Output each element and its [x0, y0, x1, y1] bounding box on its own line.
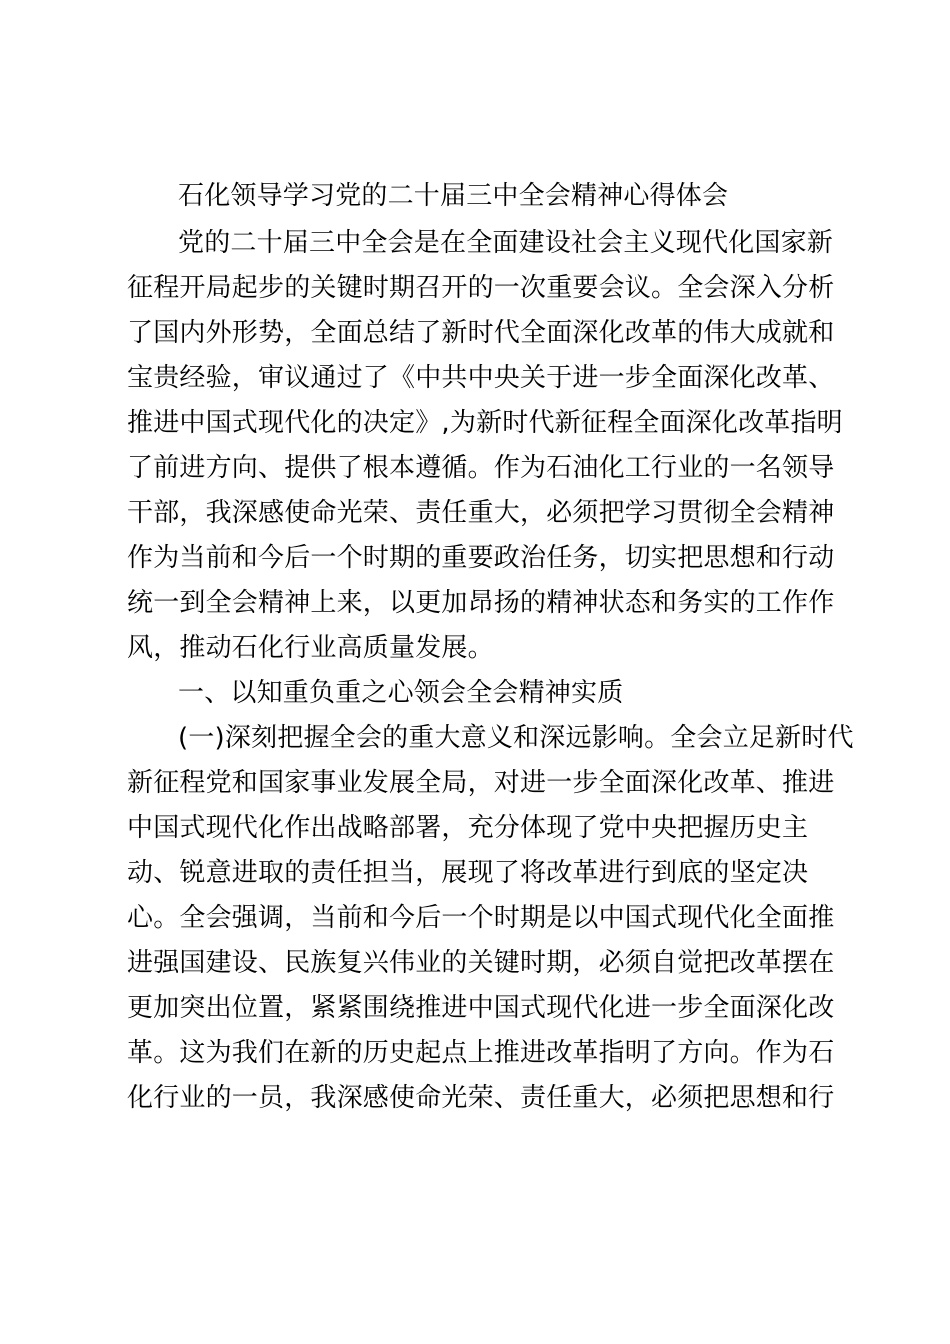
body-line-19: 革。这为我们在新的历史起点上推进改革指明了方向。作为石: [127, 1038, 835, 1068]
body-line-1: 党的二十届三中全会是在全面建设社会主义现代化国家新: [178, 228, 834, 258]
body-line-7: 干部，我深感使命光荣、责任重大，必须把学习贯彻全会精神: [127, 498, 835, 528]
body-line-5: 推进中国式现代化的决定》,为新时代新征程全面深化改革指明: [127, 408, 843, 438]
body-line-16: 心。全会强调，当前和今后一个时期是以中国式现代化全面推: [127, 903, 835, 933]
body-line-4: 宝贵经验，审议通过了《中共中央关于进一步全面深化改革、: [127, 363, 835, 393]
body-line-13: 新征程党和国家事业发展全局，对进一步全面深化改革、推进: [127, 768, 835, 798]
body-line-14: 中国式现代化作出战略部署，充分体现了党中央把握历史主: [127, 813, 809, 843]
body-line-2: 征程开局起步的关键时期召开的一次重要会议。全会深入分析: [127, 273, 835, 303]
document-title: 石化领导学习党的二十届三中全会精神心得体会: [178, 181, 729, 211]
body-line-12: (一)深刻把握全会的重大意义和深远影响。全会立足新时代: [178, 723, 854, 753]
body-line-6: 了前进方向、提供了根本遵循。作为石油化工行业的一名领导: [127, 453, 835, 483]
section-heading: 一、以知重负重之心领会全会精神实质: [178, 678, 624, 708]
body-line-15: 动、锐意进取的责任担当，展现了将改革进行到底的坚定决: [127, 858, 809, 888]
body-line-17: 进强国建设、民族复兴伟业的关键时期，必须自觉把改革摆在: [127, 948, 835, 978]
body-line-8: 作为当前和今后一个时期的重要政治任务，切实把思想和行动: [127, 543, 835, 573]
body-line-20: 化行业的一员，我深感使命光荣、责任重大，必须把思想和行: [127, 1083, 835, 1113]
body-line-10: 风，推动石化行业高质量发展。: [127, 633, 494, 663]
body-line-18: 更加突出位置，紧紧围绕推进中国式现代化进一步全面深化改: [127, 993, 835, 1023]
body-line-3: 了国内外形势，全面总结了新时代全面深化改革的伟大成就和: [127, 318, 835, 348]
body-line-9: 统一到全会精神上来，以更加昂扬的精神状态和务实的工作作: [127, 588, 835, 618]
